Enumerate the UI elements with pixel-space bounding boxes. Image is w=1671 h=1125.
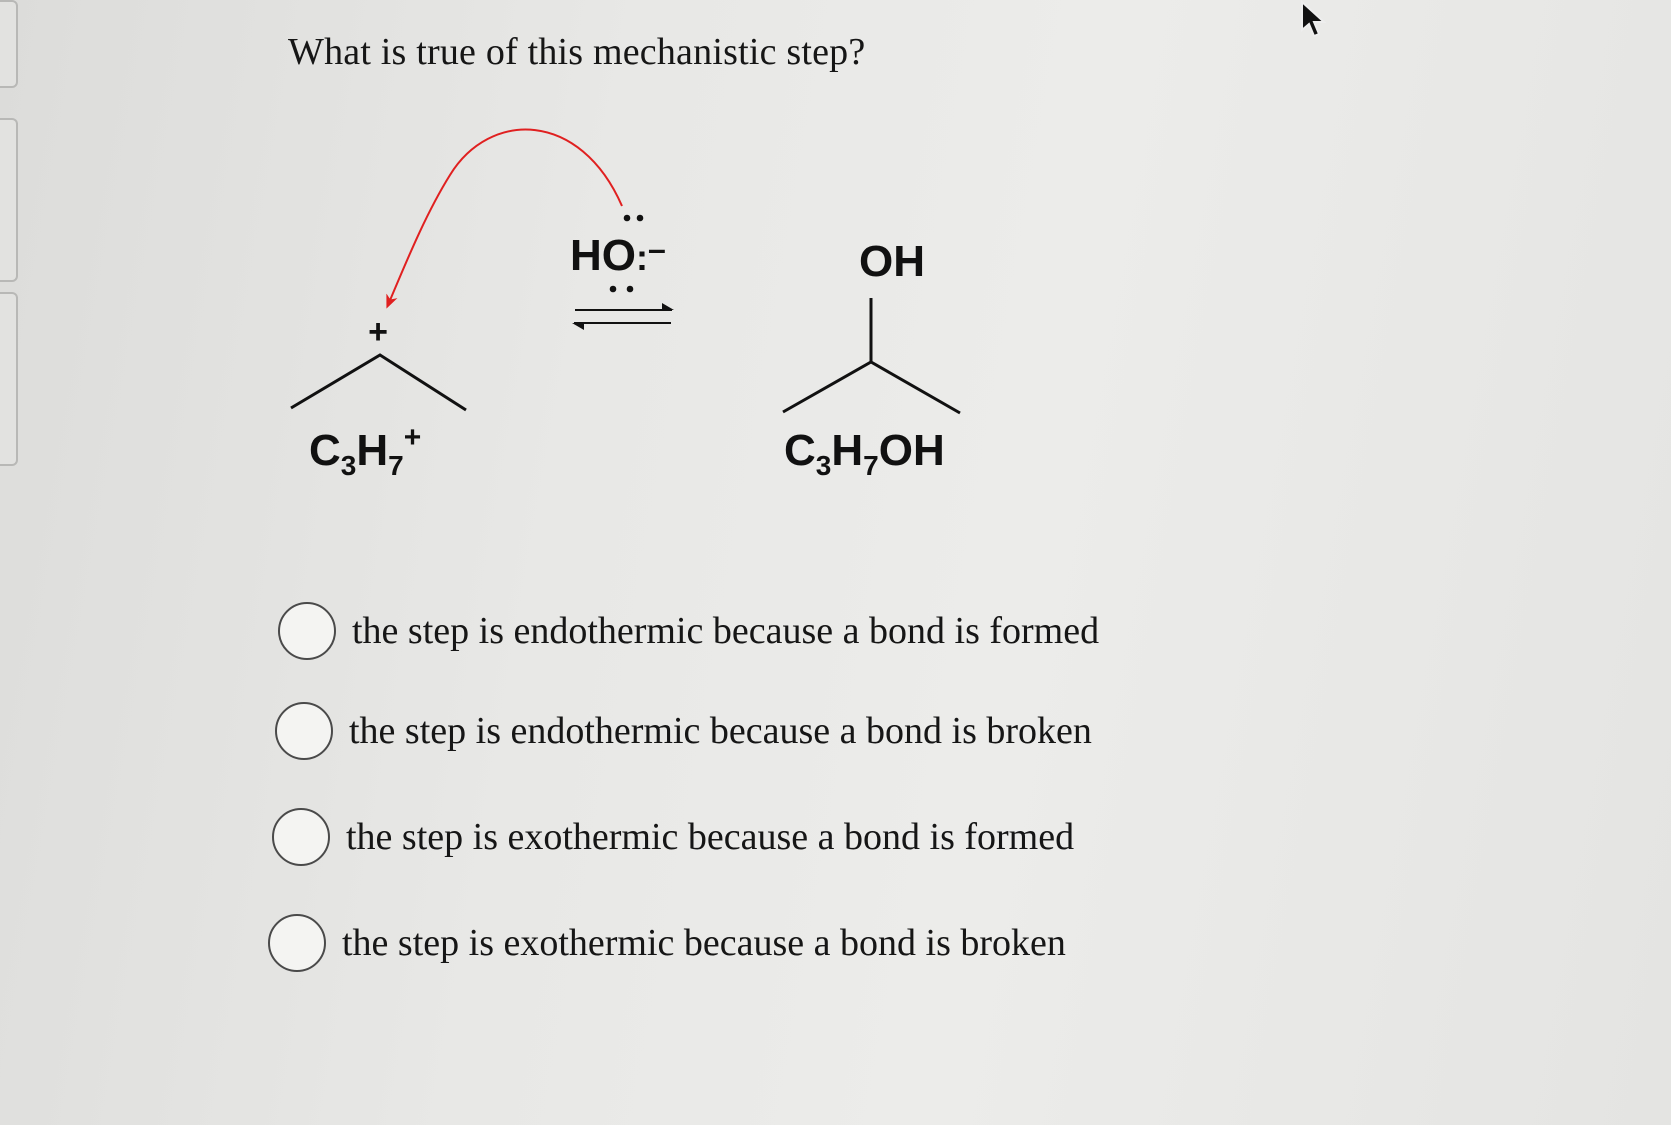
carbocation-charge: + bbox=[368, 313, 388, 351]
radio-button-icon[interactable] bbox=[268, 914, 326, 972]
answer-option-2[interactable] bbox=[275, 702, 1092, 760]
product-skeleton bbox=[783, 298, 960, 413]
option-label: the step is exothermic because a bond is formed bbox=[346, 816, 1075, 858]
lone-pair-dot bbox=[610, 286, 617, 293]
answer-option-3[interactable] bbox=[272, 808, 1074, 866]
lone-pair-dot bbox=[627, 286, 634, 293]
radio-button-icon[interactable] bbox=[272, 808, 330, 866]
option-label: the step is endothermic because a bond is broken bbox=[349, 710, 1092, 752]
product-hydroxyl: OH bbox=[859, 237, 925, 286]
option-label: the step is endothermic because a bond is formed bbox=[352, 610, 1100, 652]
radio-button-icon[interactable] bbox=[275, 702, 333, 760]
equilibrium-arrow bbox=[572, 303, 674, 330]
lone-pair-dot bbox=[624, 215, 631, 222]
product-formula: $C_3H_7OH$ bbox=[784, 426, 945, 481]
radio-button-icon[interactable] bbox=[278, 602, 336, 660]
reaction-diagram bbox=[0, 0, 1671, 560]
question-text: What is true of this mechanistic step? bbox=[288, 31, 866, 73]
reactant-skeleton bbox=[291, 355, 466, 410]
option-label: the step is exothermic because a bond is broken bbox=[342, 922, 1066, 964]
reactant-formula: $C_3H_7^+$ bbox=[309, 421, 422, 481]
answer-option-1[interactable] bbox=[278, 602, 1099, 660]
answer-option-4[interactable] bbox=[268, 914, 1066, 972]
hydroxide-reagent: HO:– bbox=[570, 231, 666, 280]
lone-pair-dot bbox=[637, 215, 644, 222]
